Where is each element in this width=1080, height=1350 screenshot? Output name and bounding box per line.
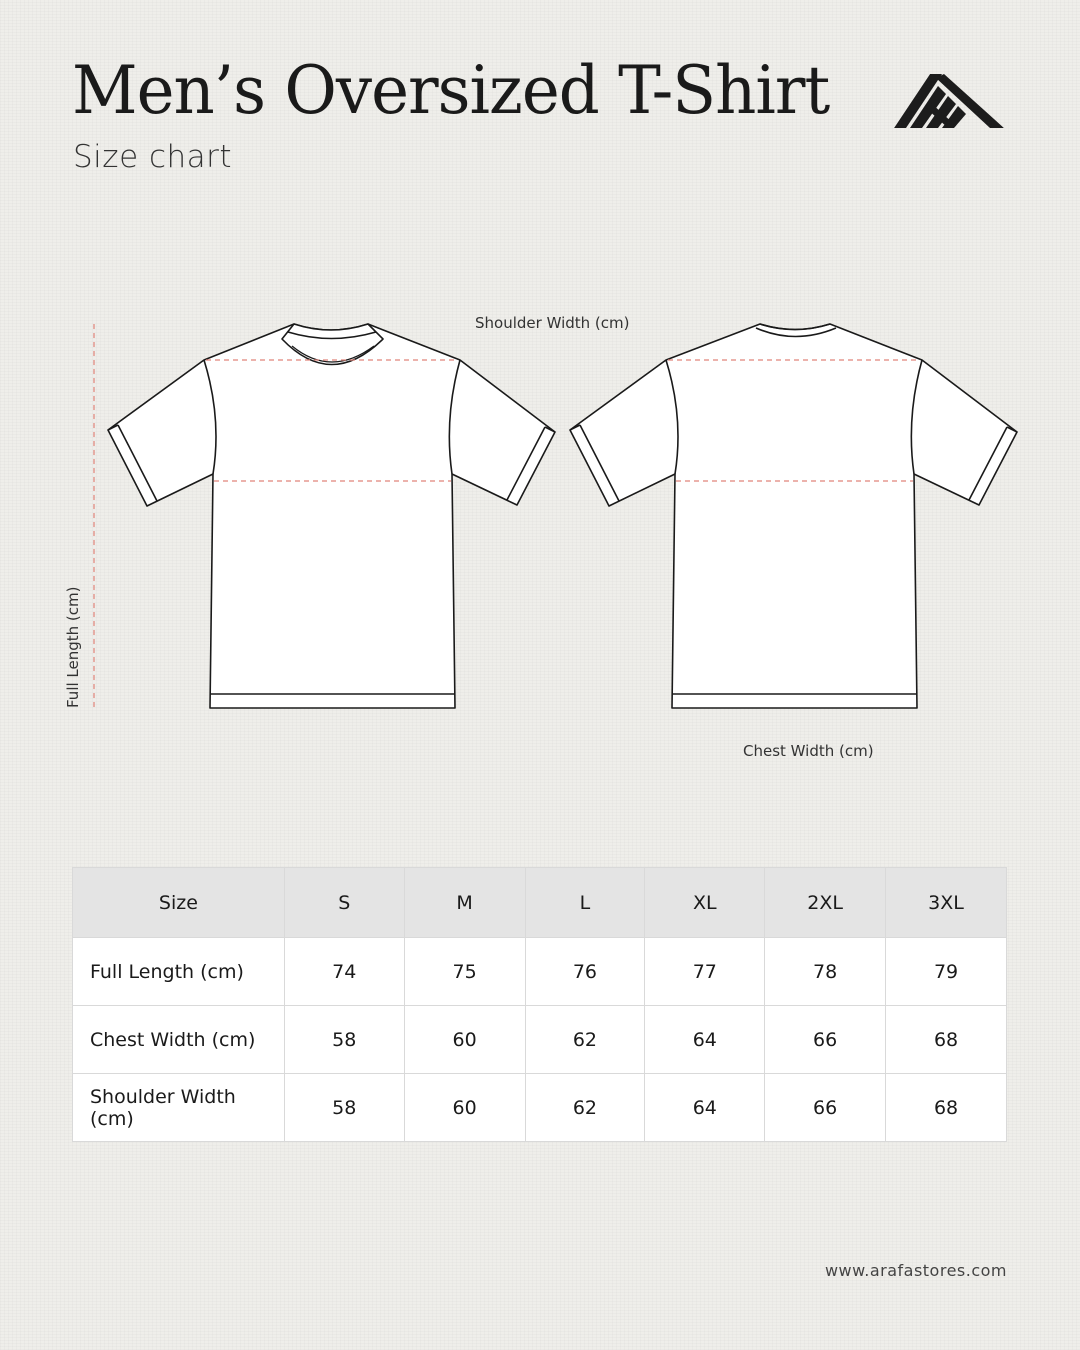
table-cell: 79 xyxy=(886,938,1007,1006)
row-label-chest-width: Chest Width (cm) xyxy=(73,1006,285,1074)
header-cell-xl: XL xyxy=(645,868,765,938)
table-cell: 64 xyxy=(645,1006,765,1074)
table-cell: 75 xyxy=(404,938,525,1006)
table-cell: 64 xyxy=(645,1074,765,1142)
full-length-label: Full Length (cm) xyxy=(64,586,82,708)
table-cell: 68 xyxy=(886,1006,1007,1074)
row-label-full-length: Full Length (cm) xyxy=(73,938,285,1006)
table-header-row xyxy=(73,868,1007,938)
table-cell: 68 xyxy=(886,1074,1007,1142)
table-cell: 76 xyxy=(525,938,645,1006)
header-cell-size: Size xyxy=(73,868,285,938)
header-cell-2xl: 2XL xyxy=(765,868,886,938)
chest-width-label: Chest Width (cm) xyxy=(743,742,874,760)
tshirt-back-outline-icon xyxy=(570,324,1017,708)
table-row xyxy=(73,938,1007,1006)
table-row xyxy=(73,1074,1007,1142)
table-cell: 66 xyxy=(765,1074,886,1142)
table-cell: 58 xyxy=(284,1006,404,1074)
header-cell-3xl: 3XL xyxy=(886,868,1007,938)
size-table xyxy=(72,867,1007,1142)
table-cell: 74 xyxy=(284,938,404,1006)
page-title: Men’s Oversized T-Shirt xyxy=(72,52,830,129)
table-cell: 60 xyxy=(404,1006,525,1074)
row-label-shoulder-width: Shoulder Width (cm) xyxy=(73,1074,285,1142)
table-cell: 78 xyxy=(765,938,886,1006)
table-cell: 62 xyxy=(525,1074,645,1142)
page-subtitle: Size chart xyxy=(73,139,233,175)
shoulder-width-label: Shoulder Width (cm) xyxy=(475,314,630,332)
table-cell: 77 xyxy=(645,938,765,1006)
header-cell-s: S xyxy=(284,868,404,938)
table-cell: 66 xyxy=(765,1006,886,1074)
header-cell-l: L xyxy=(525,868,645,938)
table-cell: 62 xyxy=(525,1006,645,1074)
header-cell-m: M xyxy=(404,868,525,938)
footer-website-link[interactable]: www.arafastores.com xyxy=(824,1261,1007,1280)
table-row xyxy=(73,1006,1007,1074)
table-cell: 58 xyxy=(284,1074,404,1142)
tshirt-front-outline-icon xyxy=(108,324,555,708)
table-cell: 60 xyxy=(404,1074,525,1142)
